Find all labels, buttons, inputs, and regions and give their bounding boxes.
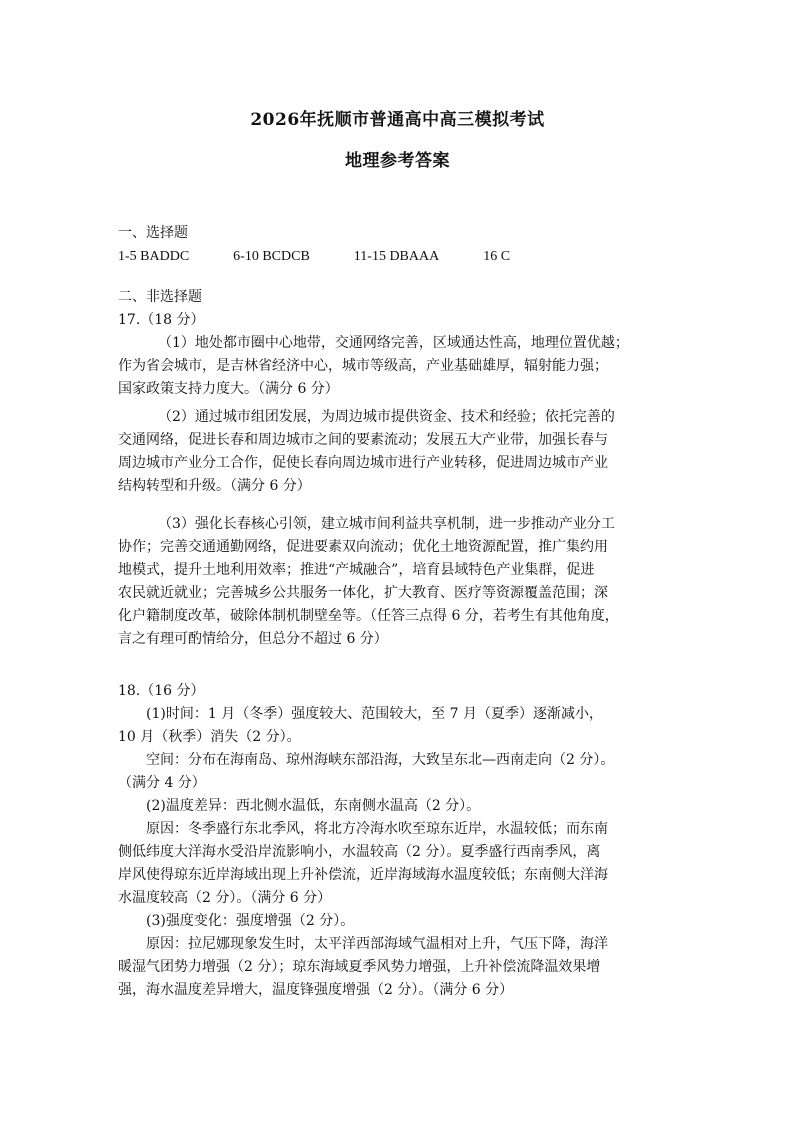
- question-17-part-3: [118, 513, 678, 651]
- answer-group: 6-10 BCDCB: [233, 249, 310, 264]
- answer-line: 农民就近就业；完善城乡公共服务一体化，扩大教育、医疗等资源覆盖范围；深: [118, 585, 608, 601]
- page-title: 2026年抚顺市普通高中高三模拟考试: [250, 110, 545, 130]
- answer-line: 原因：冬季盛行东北季风，将北方冷海水吹至琼东近岸，水温较低；而东南: [146, 821, 608, 837]
- answer-group: 16 C: [483, 249, 511, 264]
- answer-line: 水温度较高（2 分）。（满分 6 分）: [118, 890, 332, 906]
- question-17-section: [118, 286, 678, 401]
- answer-line: 岸风使得琼东近岸海域出现上升补偿流，近岸海域海水温度较低；东南侧大洋海: [118, 867, 608, 883]
- question-17-part-2: [118, 406, 678, 498]
- answer-line: （1）地处都市圈中心地带，交通网络完善，区域通达性高，地理位置优越；: [158, 335, 629, 351]
- answer-line: （3）强化长春核心引领，建立城市间利益共享机制，进一步推动产业分工: [158, 516, 615, 532]
- section-heading: 一、选择题: [118, 225, 188, 241]
- answer-line: 作为省会城市，是吉林省经济中心，城市等级高，产业基础雄厚，辐射能力强；: [118, 358, 608, 374]
- answer-line: 暖湿气团势力增强（2 分）；琼东海域夏季风势力增强，上升补偿流降温效果增: [118, 959, 601, 975]
- answer-line: 化户籍制度改革，破除体制机制壁垒等。（任答三点得 6 分，若考生有其他角度，: [118, 608, 619, 624]
- question-label: 17.（18 分）: [118, 312, 205, 328]
- answer-line: (1)时间：1 月（冬季）强度较大、范围较大，至 7 月（夏季）逐渐减小，: [146, 706, 603, 722]
- answer-line: 原因：拉尼娜现象发生时，太平洋西部海域气温相对上升，气压下降，海洋: [146, 936, 608, 952]
- answer-line: 空间：分布在海南岛、琼州海峡东部沿海，大致呈东北—西南走向（2 分）。: [146, 752, 615, 768]
- answer-line: 强，海水温度差异增大，温度锋强度增强（2 分）。（满分 6 分）: [118, 982, 514, 998]
- answer-line: 10 月（秋季）消失（2 分）。: [118, 729, 301, 745]
- answer-line: 交通网络，促进长春和周边城市之间的要素流动；发展五大产业带，加强长春与: [118, 432, 608, 448]
- answer-line: 侧低纬度大洋海水受沿岸流影响小，水温较高（2 分）。夏季盛行西南季风，离: [118, 844, 601, 860]
- answer-group: 1-5 BADDC: [118, 249, 190, 264]
- answer-line: （2）通过城市组团发展，为周边城市提供资金、技术和经验；依托完善的: [158, 409, 615, 425]
- answer-line: 协作；完善交通通勤网络，促进要素双向流动；优化土地资源配置，推广集约用: [118, 539, 608, 555]
- answer-line: (3)强度变化：强度增强（2 分）。: [146, 913, 355, 929]
- answer-line: (2)温度差异：西北侧水温低，东南侧水温高（2 分）。: [146, 798, 481, 814]
- question-18-section: [118, 680, 678, 1002]
- question-label: 18.（16 分）: [118, 683, 205, 699]
- answer-line: 地模式，提升土地利用效率；推进“产城融合”，培育县域特色产业集群，促进: [118, 562, 595, 578]
- answer-line: 言之有理可酌情给分，但总分不超过 6 分）: [118, 631, 388, 647]
- answer-line: 周边城市产业分工合作，促使长春向周边城市进行产业转移，促进周边城市产业: [118, 455, 608, 471]
- section-heading: 二、非选择题: [118, 289, 202, 305]
- multiple-choice-section: [118, 222, 678, 268]
- answer-row: [118, 245, 678, 268]
- answer-line: 结构转型和升级。（满分 6 分）: [118, 478, 311, 494]
- answer-line: 国家政策支持力度大。（满分 6 分）: [118, 381, 339, 397]
- answer-group: 11-15 DBAAA: [353, 249, 440, 264]
- page-subtitle: 地理参考答案: [345, 151, 450, 171]
- answer-line: （满分 4 分）: [118, 775, 206, 791]
